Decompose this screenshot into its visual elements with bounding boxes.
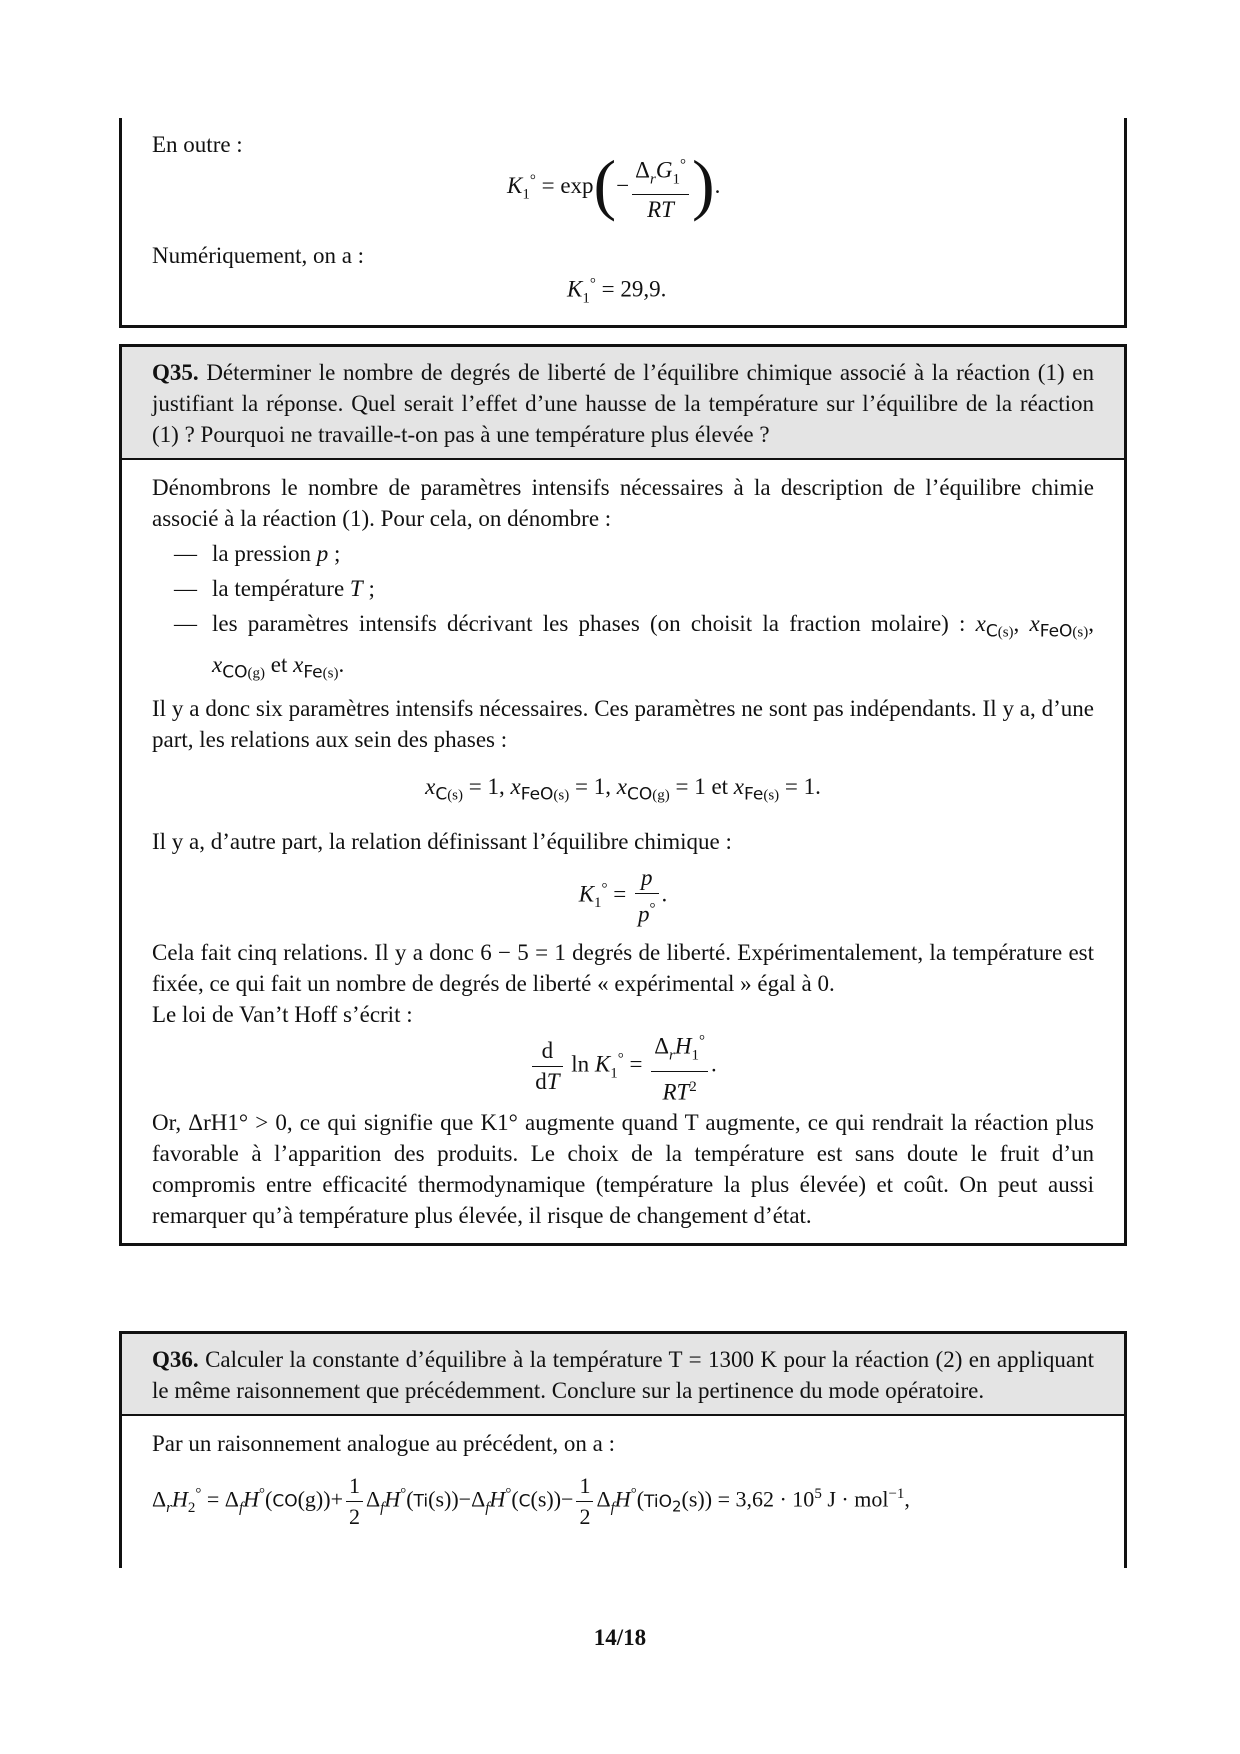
list-item: — la pression p ;	[152, 538, 1094, 569]
page-number: 14/18	[593, 1625, 647, 1650]
equation-k1-exp: $K_1^\circ = \exp(-$ $\frac{\Delta_rG_1^\circ}{RT}$ ).	[507, 145, 721, 223]
answer-36-intro: Par un raisonnement analogue au précédent, on a :	[152, 1431, 616, 1456]
question-36-label: Q36.	[152, 1347, 199, 1372]
answer-35-intro: Dénombrons le nombre de paramètres intensifs nécessaires à la description de l’équilibre chimie associé à la réaction (1). Pour cela, on dénombre :	[152, 475, 1094, 531]
equation-k1-value: $K_1^\circ = 29,9$.	[567, 276, 667, 307]
question-35-header	[122, 347, 1124, 460]
question-35-label: Q35.	[152, 360, 199, 385]
answer-36	[122, 1416, 1124, 1568]
equation-vant-hoff: $\frac{d}{dT}$ $\ln K_1^\circ$ = $\frac{\Delta_rH_1^\circ}{RT^2}$ .	[152, 1026, 1094, 1107]
conclusion-text: Cela fait cinq relations. Il y a donc 6 − 5 = 1 degrés de liberté. Expérimentalement, la température est fixée, ce qui fait un nombre de degrés de liberté « expérimental » égal à 0.	[152, 940, 1094, 997]
list-item: — les paramètres intensifs décrivant les phases (on choisit la fraction molaire) : $x_{C(s)}$, $x_{FeO(s)}$, $x_{CO(g)}$ et $x_{Fe(s)}$.	[152, 608, 1094, 689]
equation-k1-pressure: $K_1^\circ$ = $\frac{p}{p^\circ}$ .	[578, 864, 668, 927]
list-item: — la température T ;	[152, 573, 1094, 604]
six-parameters-text: Il y a donc six paramètres intensifs nécessaires. Ces paramètres ne sont pas indépendants. Il y a, d’une part, les relations aux sein des phases :	[152, 696, 1094, 753]
question-36-box	[119, 1331, 1127, 1568]
vant-hoff-text: Le loi de Van’t Hoff s’écrit :	[152, 1002, 413, 1028]
question-36-text: Calculer la constante d’équilibre à la température T = 1300 K pour la réaction (2) en appliquant le même raisonnement que précédemment. Conclure sur la pertinence du mode opératoire.	[152, 1347, 1095, 1403]
question-35-box	[119, 344, 1127, 1246]
continuation-box	[119, 118, 1127, 328]
numerically-text: Numériquement, on a :	[152, 243, 365, 268]
question-36-header	[122, 1334, 1124, 1416]
equation-enthalpy: $\Delta_rH_2^\circ = \Delta_fH^\circ(CO(g))+$ $\frac{1}{2}$ $\Delta_fH^\circ(Ti(s))-\Delta_fH^\circ(C(s))-$ $\frac{1}{2}$ $\Delta_fH^\circ(TiO_2(s)) = 3,62 \cdot 10^5$ J · mol$^{-1}$,	[152, 1473, 910, 1529]
final-text: Or, ΔrH1° > 0, ce qui signifie que K1° augmente quand T augmente, ce qui rendrait la réaction plus favorable à l’apparition des produits. Le choix de la température est sans doute le fruit d’un compromis entre efficacité thermodynamique (température la plus élevée) et coût. On peut aussi remarquer qu’à température plus élevée, il risque de changement d’état.	[152, 1110, 1094, 1229]
question-35-text: Déterminer le nombre de degrés de liberté de l’équilibre chimique associé à la réaction (1) en justifiant la réponse. Quel serait l’effet d’une hausse de la température sur l’équilibre de la réaction (1) ? Pourquoi ne travaille-t-on pas à une température plus élevée ?	[152, 360, 1094, 447]
answer-35	[122, 460, 1124, 1243]
parameter-list	[152, 538, 1094, 689]
intro-text: En outre :	[152, 132, 243, 157]
equation-phase-relations: $x_{C(s)} = 1$, $x_{FeO(s)} = 1$, $x_{CO(g)} = 1$ et $x_{Fe(s)} = 1$.	[425, 774, 821, 805]
other-part-text: Il y a, d’autre part, la relation définissant l’équilibre chimique :	[152, 828, 732, 854]
